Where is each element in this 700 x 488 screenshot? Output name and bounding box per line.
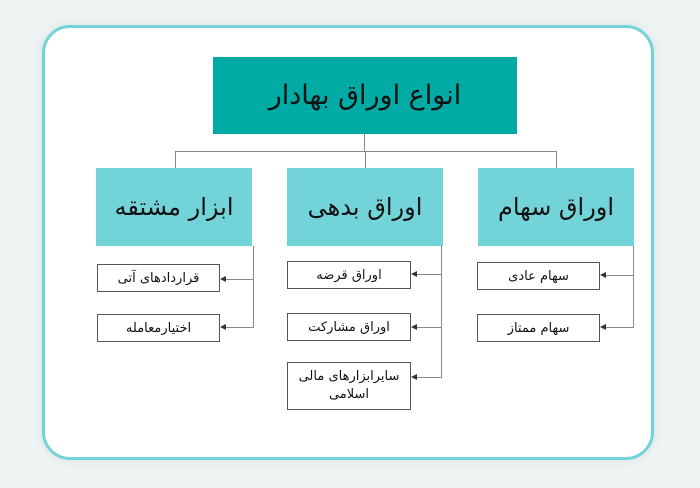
leaf-preferred-stock: سهام ممتاز	[477, 314, 600, 342]
connector	[556, 151, 557, 168]
connector	[415, 327, 442, 328]
connector	[253, 246, 254, 327]
arrow-icon	[600, 324, 606, 330]
arrow-icon	[411, 271, 417, 277]
leaf-bonds: اوراق قرضه	[287, 261, 411, 289]
leaf-options: اختیارمعامله	[97, 314, 220, 342]
category-debt: اوراق بدهی	[287, 168, 443, 246]
connector	[441, 246, 442, 377]
connector	[364, 134, 365, 152]
arrow-icon	[220, 324, 226, 330]
connector	[604, 327, 634, 328]
connector	[175, 151, 557, 152]
leaf-participation-bonds: اوراق مشارکت	[287, 313, 411, 341]
connector	[415, 274, 442, 275]
leaf-common-stock: سهام عادی	[477, 262, 600, 290]
connector	[175, 151, 176, 168]
leaf-futures: قراردادهای آتی	[97, 264, 220, 292]
arrow-icon	[600, 272, 606, 278]
connector	[224, 327, 254, 328]
connector	[224, 279, 254, 280]
connector	[365, 151, 366, 168]
root-node: انواع اوراق بهادار	[213, 57, 517, 134]
leaf-islamic-instruments: سایرابزارهای مالی اسلامی	[287, 362, 411, 410]
arrow-icon	[411, 374, 417, 380]
arrow-icon	[220, 276, 226, 282]
connector	[604, 275, 634, 276]
connector	[633, 246, 634, 327]
category-stocks: اوراق سهام	[478, 168, 634, 246]
arrow-icon	[411, 324, 417, 330]
connector	[415, 377, 442, 378]
category-derivatives: ابزار مشتقه	[96, 168, 252, 246]
